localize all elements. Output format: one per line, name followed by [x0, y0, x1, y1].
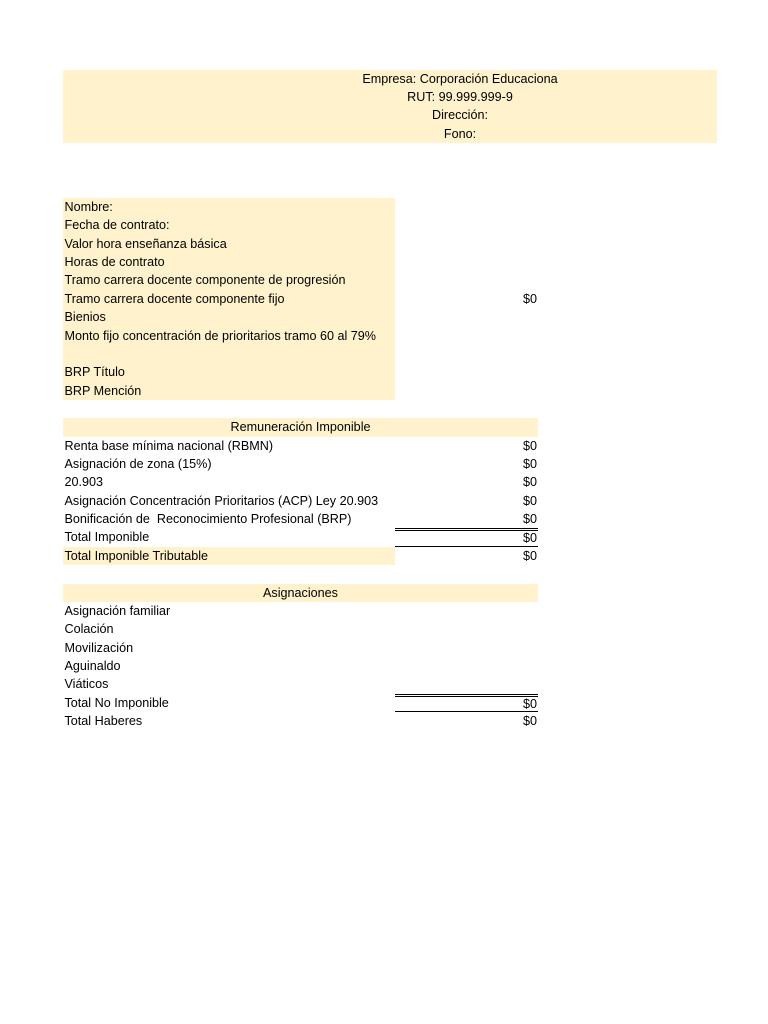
contract-label: Nombre:	[63, 198, 395, 216]
item-label: Asignación Concentración Prioritarios (ACP) Ley 20.903	[64, 493, 379, 508]
contract-label: Fecha de contrato:	[63, 216, 395, 234]
contract-row-name	[63, 198, 717, 216]
total-label: Total Imponible Tributable	[63, 547, 395, 565]
item-label: Bonificación de Reconocimiento Profesional (BRP)	[64, 512, 352, 527]
contract-value: $0	[522, 291, 537, 306]
item-label: Asignación de zona (15%)	[64, 457, 212, 472]
contract-row-priority-amount	[63, 327, 717, 345]
contract-label: Valor hora enseñanza básica	[63, 235, 395, 253]
item-label: Movilización	[64, 640, 134, 655]
contract-row-blank	[63, 345, 717, 363]
total-taxable-row	[63, 528, 717, 546]
remuneration-row	[63, 455, 717, 473]
contract-row-brp-mention	[63, 382, 717, 400]
spacer-row	[63, 565, 717, 583]
payslip-sheet	[63, 70, 717, 731]
item-label: Aguinaldo	[64, 659, 121, 673]
contract-row-fixed	[63, 290, 717, 308]
company-phone-row	[63, 125, 717, 143]
item-value: $0	[522, 493, 537, 508]
contract-row-brp-title	[63, 363, 717, 381]
total-value: $0	[395, 694, 538, 712]
contract-row-bienios	[63, 308, 717, 326]
section-title: Remuneración Imponible	[63, 418, 538, 436]
contract-label: BRP Mención	[63, 382, 395, 400]
item-value: $0	[522, 475, 537, 490]
item-label: Viáticos	[64, 677, 109, 692]
contract-blank-cell	[63, 345, 395, 363]
company-rut-row	[63, 88, 717, 106]
taxable-remuneration-section	[63, 418, 717, 565]
contract-row-hour-value	[63, 235, 717, 253]
contract-row-date	[63, 216, 717, 234]
company-name-row	[63, 70, 717, 88]
contract-label: Tramo carrera docente componente de progresión	[63, 271, 395, 289]
item-label: Colación	[64, 622, 114, 637]
allowance-row	[63, 675, 717, 693]
company-phone: Fono:	[443, 126, 477, 141]
allowance-row	[63, 639, 717, 657]
item-label: Renta base mínima nacional (RBMN)	[64, 438, 274, 453]
total-value: $0	[522, 548, 537, 563]
spacer-row	[63, 400, 717, 418]
item-label: Asignación familiar	[64, 603, 171, 618]
section-title: Asignaciones	[63, 584, 538, 602]
total-value: $0	[522, 714, 537, 729]
spacer-row	[63, 143, 717, 161]
company-address: Dirección:	[432, 108, 488, 123]
contract-label: BRP Título	[63, 363, 395, 381]
item-value: $0	[522, 512, 537, 527]
section-header-row	[63, 418, 717, 436]
item-value: $0	[522, 457, 537, 472]
company-name: Empresa: Corporación Educaciona	[362, 71, 558, 86]
company-address-row	[63, 106, 717, 124]
company-header	[63, 70, 717, 143]
total-taxable-tributable-row	[63, 547, 717, 565]
contract-label: Monto fijo concentración de prioritarios tramo 60 al 79%	[63, 327, 395, 345]
contract-label: Tramo carrera docente componente fijo	[63, 290, 395, 308]
spacer-row	[63, 161, 717, 179]
total-label: Total No Imponible	[64, 695, 169, 710]
allowance-row	[63, 657, 717, 675]
total-label: Total Haberes	[64, 714, 143, 729]
allowances-section	[63, 584, 717, 731]
company-rut: RUT: 99.999.999-9	[407, 89, 513, 104]
total-non-taxable-row	[63, 694, 717, 712]
remuneration-row	[63, 437, 717, 455]
contract-label: Horas de contrato	[63, 253, 395, 271]
total-earnings-row	[63, 712, 717, 730]
spacer-row	[63, 180, 717, 198]
contract-details	[63, 198, 717, 400]
contract-label: Bienios	[63, 308, 395, 326]
remuneration-row	[63, 510, 717, 528]
remuneration-row	[63, 473, 717, 491]
contract-row-progression	[63, 271, 717, 289]
total-label: Total Imponible	[64, 530, 150, 545]
contract-row-hours	[63, 253, 717, 271]
total-value: $0	[395, 528, 538, 546]
item-label: 20.903	[64, 475, 104, 490]
remuneration-row	[63, 492, 717, 510]
item-value: $0	[522, 438, 537, 453]
allowance-row	[63, 620, 717, 638]
section-header-row	[63, 584, 717, 602]
allowance-row	[63, 602, 717, 620]
